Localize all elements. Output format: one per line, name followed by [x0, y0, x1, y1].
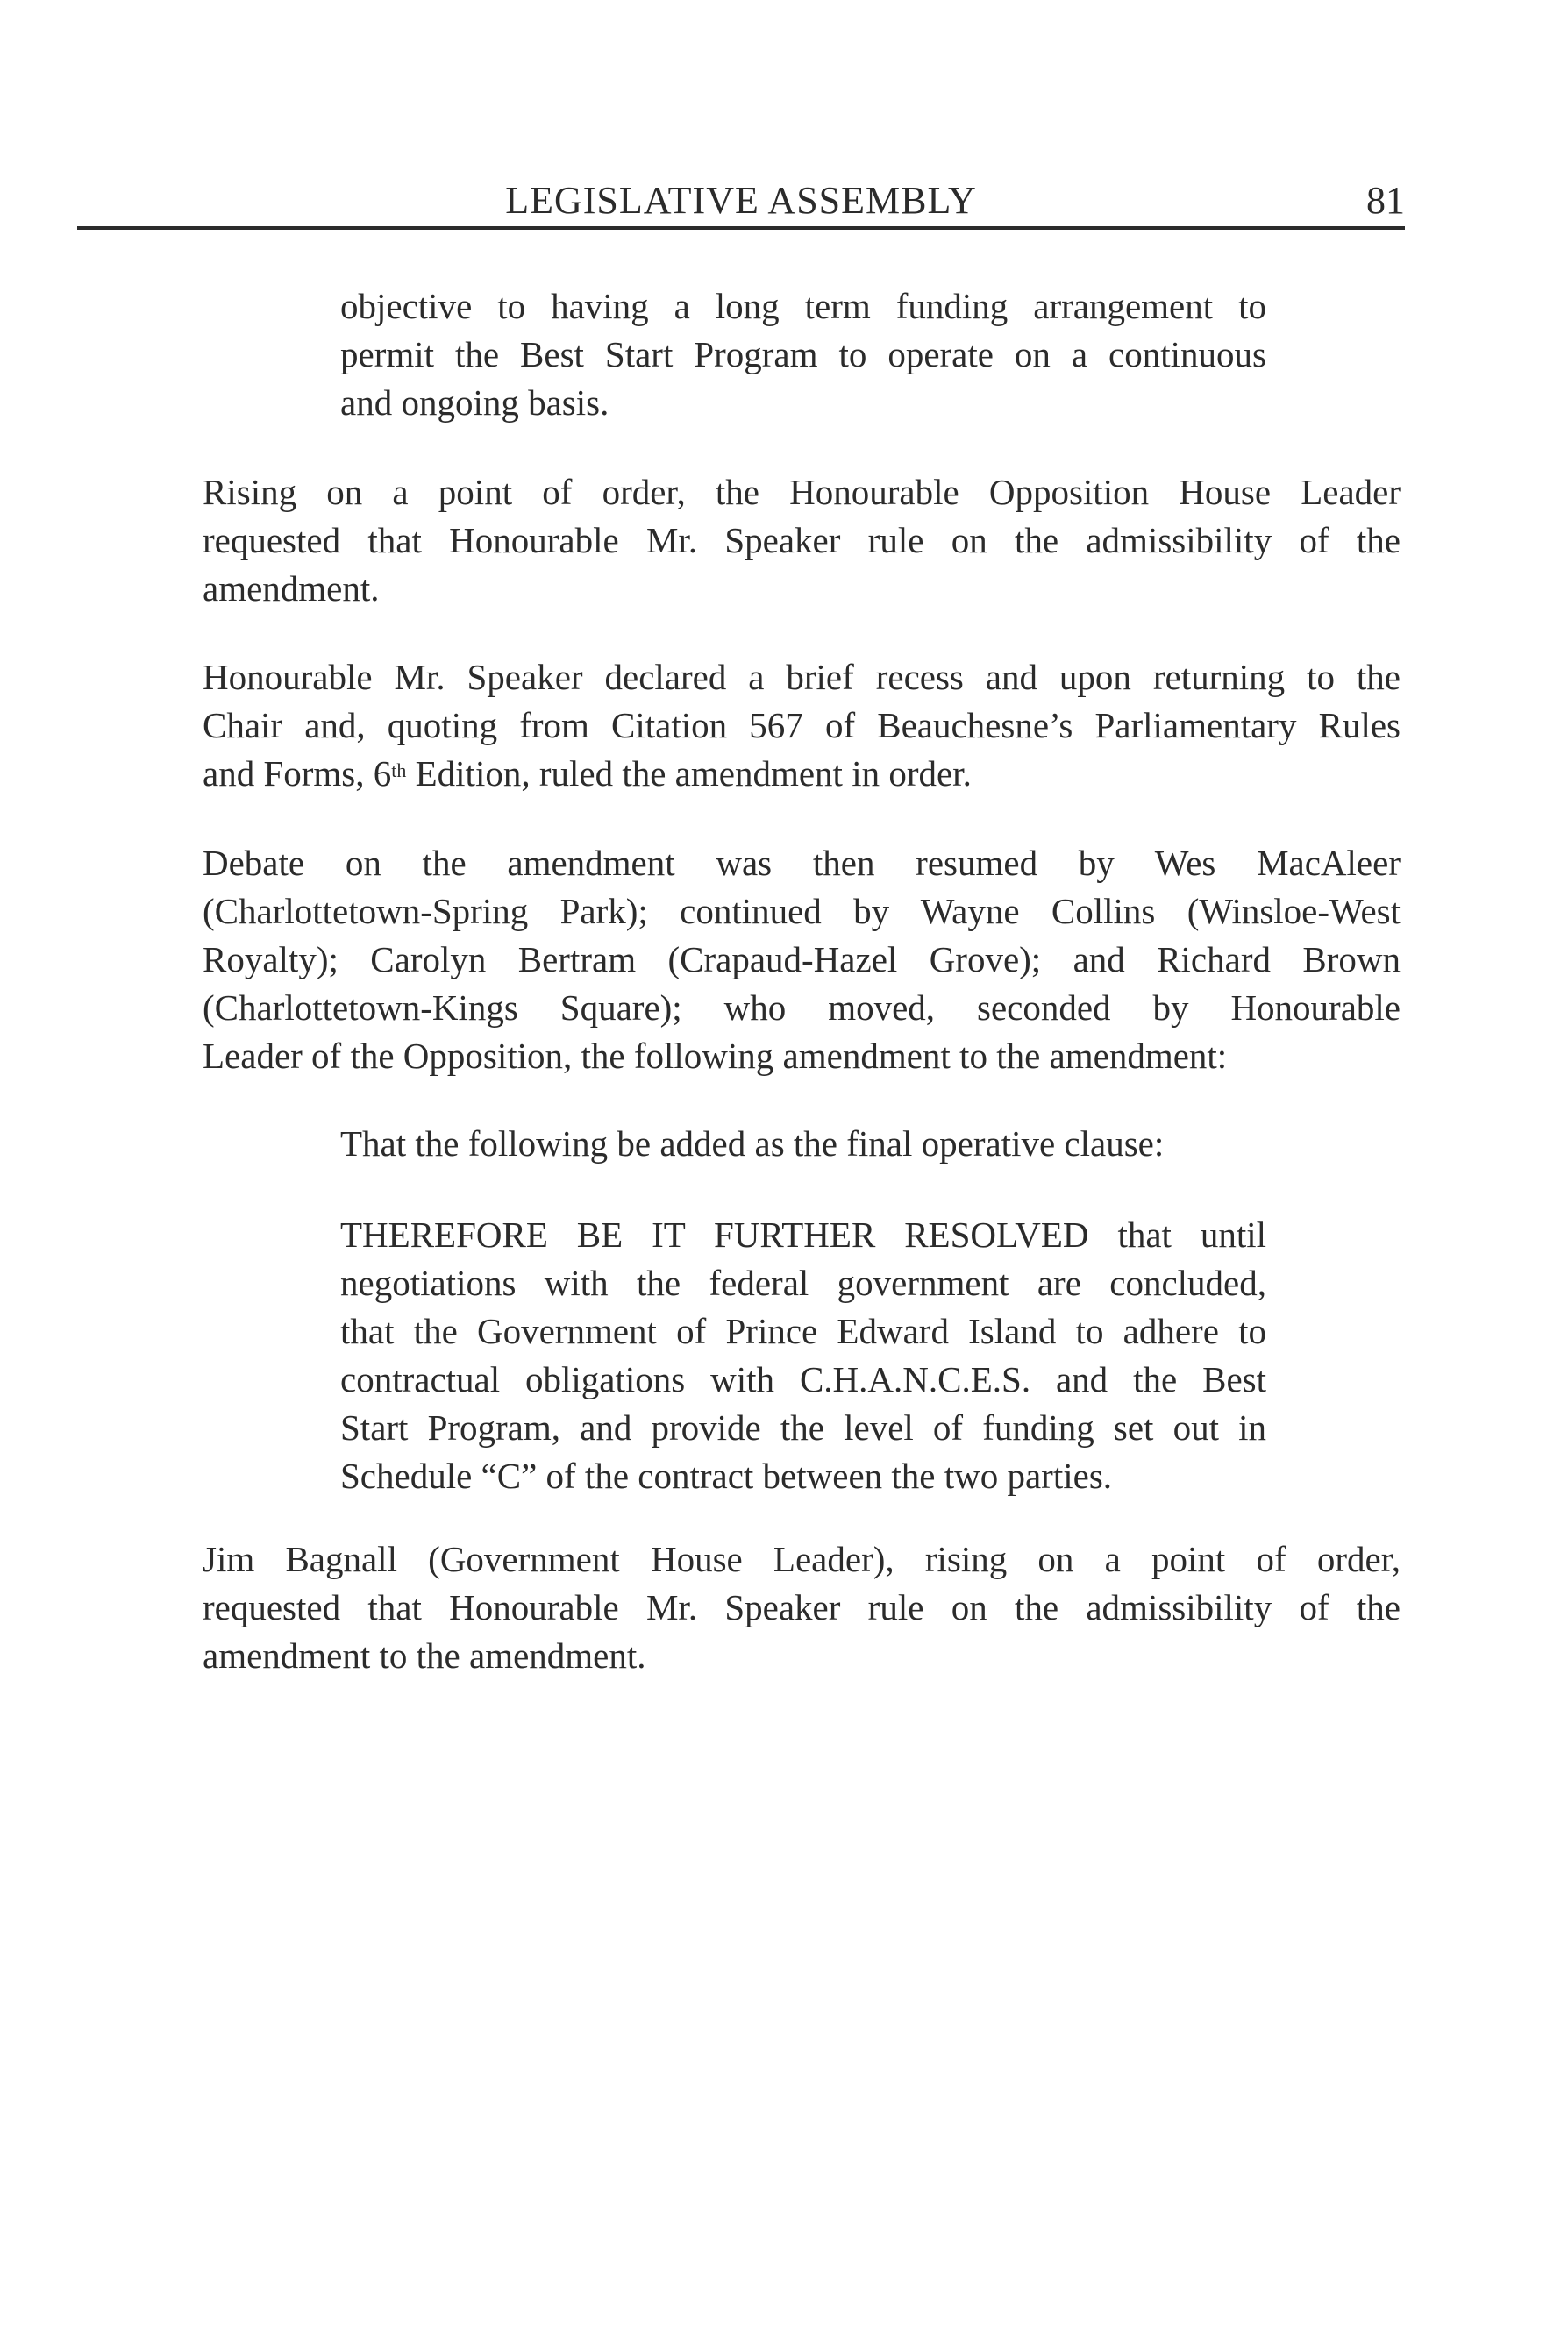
text-line: (Charlottetown-Kings Square); who moved, seconded by Honourable [203, 987, 1401, 1028]
page-number: 81 [1366, 179, 1405, 222]
paragraph-government-house-leader [203, 1535, 1401, 1680]
text-line: Chair and, quoting from Citation 567 of Beauchesne’s Parliamentary Rules [203, 705, 1401, 745]
text-segment: Edition, ruled the amendment in order. [406, 753, 972, 794]
text-line: Schedule “C” of the contract between the two parties. [340, 1456, 1113, 1496]
text-line: Jim Bagnall (Government House Leader), rising on a point of order, [203, 1539, 1401, 1579]
text-line: requested that Honourable Mr. Speaker rule on the admissibility of the [203, 520, 1401, 560]
text-line: Debate on the amendment was then resumed by Wes MacAleer [203, 843, 1401, 883]
paragraph-point-of-order [203, 468, 1401, 613]
text-line: Start Program, and provide the level of funding set out in [340, 1407, 1266, 1448]
paragraph-clause-intro [340, 1120, 1266, 1168]
text-line: negotiations with the federal government are concluded, [340, 1263, 1266, 1303]
paragraph-debate [203, 839, 1401, 1080]
text-line: amendment to the amendment. [203, 1635, 646, 1676]
text-line: Royalty); Carolyn Bertram (Crapaud-Hazel Grove); and Richard Brown [203, 939, 1401, 979]
header-rule [77, 226, 1405, 230]
text-line: contractual obligations with C.H.A.N.C.E.S. and the Best [340, 1359, 1266, 1399]
paragraph-continuation [340, 282, 1266, 427]
paragraph-resolution [340, 1211, 1266, 1500]
text-segment: and Forms, 6 [203, 753, 392, 794]
text-line: That the following be added as the final operative clause: [340, 1123, 1165, 1164]
header-title: LEGISLATIVE ASSEMBLY [505, 179, 977, 222]
text-line: Rising on a point of order, the Honourable Opposition House Leader [203, 472, 1401, 512]
paragraph-speaker-ruling [203, 653, 1401, 798]
text-line: THEREFORE BE IT FURTHER RESOLVED that until [340, 1214, 1266, 1255]
page-header [77, 175, 1405, 226]
text-line: Honourable Mr. Speaker declared a brief recess and upon returning to the [203, 657, 1401, 697]
text-line: and ongoing basis. [340, 382, 609, 423]
text-line: (Charlottetown-Spring Park); continued by Wayne Collins (Winsloe-West [203, 891, 1401, 931]
ordinal-superscript: th [391, 759, 407, 781]
text-line: Leader of the Opposition, the following amendment to the amendment: [203, 1036, 1228, 1076]
text-line [203, 750, 1401, 798]
text-line: permit the Best Start Program to operate on a continuous [340, 334, 1266, 374]
text-line: objective to having a long term funding arrangement to [340, 286, 1266, 326]
text-line: requested that Honourable Mr. Speaker rule on the admissibility of the [203, 1587, 1401, 1627]
text-line: that the Government of Prince Edward Island to adhere to [340, 1311, 1266, 1351]
text-line: amendment. [203, 568, 380, 609]
